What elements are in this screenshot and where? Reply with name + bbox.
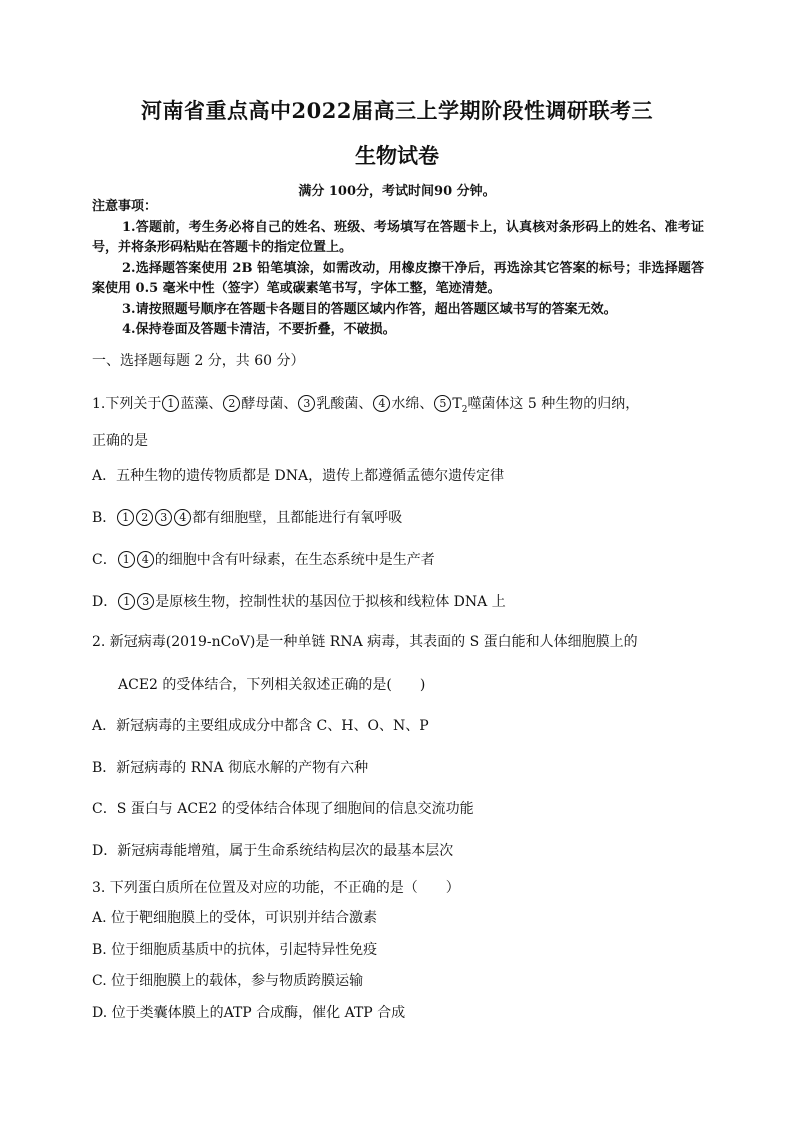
- circled-number: 2: [136, 509, 153, 526]
- notice-item: 4.保持卷面及答题卡清洁，不要折叠，不破损。: [122, 322, 396, 337]
- page-subtitle: 生物试卷: [355, 143, 439, 168]
- question-2-stem-line2: ACE2 的受体结合，下列相关叙述正确的是( ): [118, 677, 426, 693]
- circled-number: 4: [137, 551, 154, 568]
- circled-number: 3: [155, 509, 172, 526]
- question-1-stem: 1.下列关于 1 蓝藻、 2 酵母菌、 3 乳酸菌、 4 水绵、 5 $T_2$噬菌体这 5 种生物的归纳，: [92, 396, 640, 415]
- question-3-option-a: A. 位于靶细胞膜上的受体，可识别并结合激素: [92, 910, 378, 926]
- question-1-option-a: A．五种生物的遗传物质都是 DNA，遗传上都遵循孟德尔遗传定律: [92, 468, 505, 484]
- section-heading: 一、选择题每题 2 分，共 60 分）: [92, 353, 305, 369]
- question-2-option-c: C．S 蛋白与 ACE2 的受体结合体现了细胞间的信息交流功能: [92, 801, 474, 817]
- circled-number: 1: [118, 593, 135, 610]
- circled-number: 5: [434, 395, 451, 412]
- question-1-option-b: B． 1 2 3 4 都有细胞壁，且都能进行有氧呼吸: [92, 510, 403, 526]
- page-title: 河南省重点高中2022届高三上学期阶段性调研联考三: [141, 98, 653, 123]
- question-2-option-d: D．新冠病毒能增殖，属于生命系统结构层次的最基本层次: [92, 843, 454, 859]
- circled-number: 1: [162, 395, 179, 412]
- question-2-option-a: A．新冠病毒的主要组成成分中都含 C、H、O、N、P: [92, 718, 429, 734]
- circled-number: 4: [373, 395, 390, 412]
- question-3-option-c: C. 位于细胞膜上的载体，参与物质跨膜运输: [92, 973, 364, 989]
- question-2-stem: 2. 新冠病毒(2019-nCoV)是一种单链 RNA 病毒，其表面的 S 蛋白能和人体细胞膜上的: [92, 634, 638, 650]
- question-3-option-b: B. 位于细胞质基质中的抗体，引起特异性免疫: [92, 942, 378, 958]
- circled-number: 1: [118, 551, 135, 568]
- notice-item: 2.选择题答案使用 2B 铅笔填涂，如需改动，用橡皮擦干净后，再选涂其它答案的标号；非选择题答案使用 0.5 毫米中性（签字）笔或碳素笔书写，字体工整，笔迹清楚。: [92, 260, 704, 296]
- question-3-stem: 3. 下列蛋白质所在位置及对应的功能，不正确的是（ ）: [92, 880, 460, 896]
- circled-number: 1: [117, 509, 134, 526]
- question-1-option-d: D． 1 3 是原核生物，控制性状的基因位于拟核和线粒体 DNA 上: [92, 594, 506, 610]
- circled-number: 2: [223, 395, 240, 412]
- notice-block: [92, 197, 704, 341]
- circled-number: 4: [174, 509, 191, 526]
- circled-number: 3: [298, 395, 315, 412]
- question-2-option-b: B．新冠病毒的 RNA 彻底水解的产物有六种: [92, 760, 369, 776]
- question-1-stem-line2: 正确的是: [92, 433, 148, 449]
- exam-info: 满分 100分，考试时间90 分钟。: [298, 184, 496, 199]
- question-1-option-c: C． 1 4 的细胞中含有叶绿素，在生态系统中是生产者: [92, 552, 435, 568]
- notice-heading: 注意事项：: [92, 199, 158, 214]
- circled-number: 3: [137, 593, 154, 610]
- notice-item: 3.请按照题号顺序在答题卡各题目的答题区域内作答，超出答题区域书写的答案无效。: [122, 301, 617, 317]
- question-3-option-d: D. 位于类囊体膜上的ATP 合成酶，催化 ATP 合成: [92, 1005, 406, 1021]
- notice-item: 1.答题前，考生务必将自己的姓名、班级、考场填写在答题卡上，认真核对条形码上的姓名、准考证号，并将条形码粘贴在答题卡的指定位置上。: [92, 219, 704, 255]
